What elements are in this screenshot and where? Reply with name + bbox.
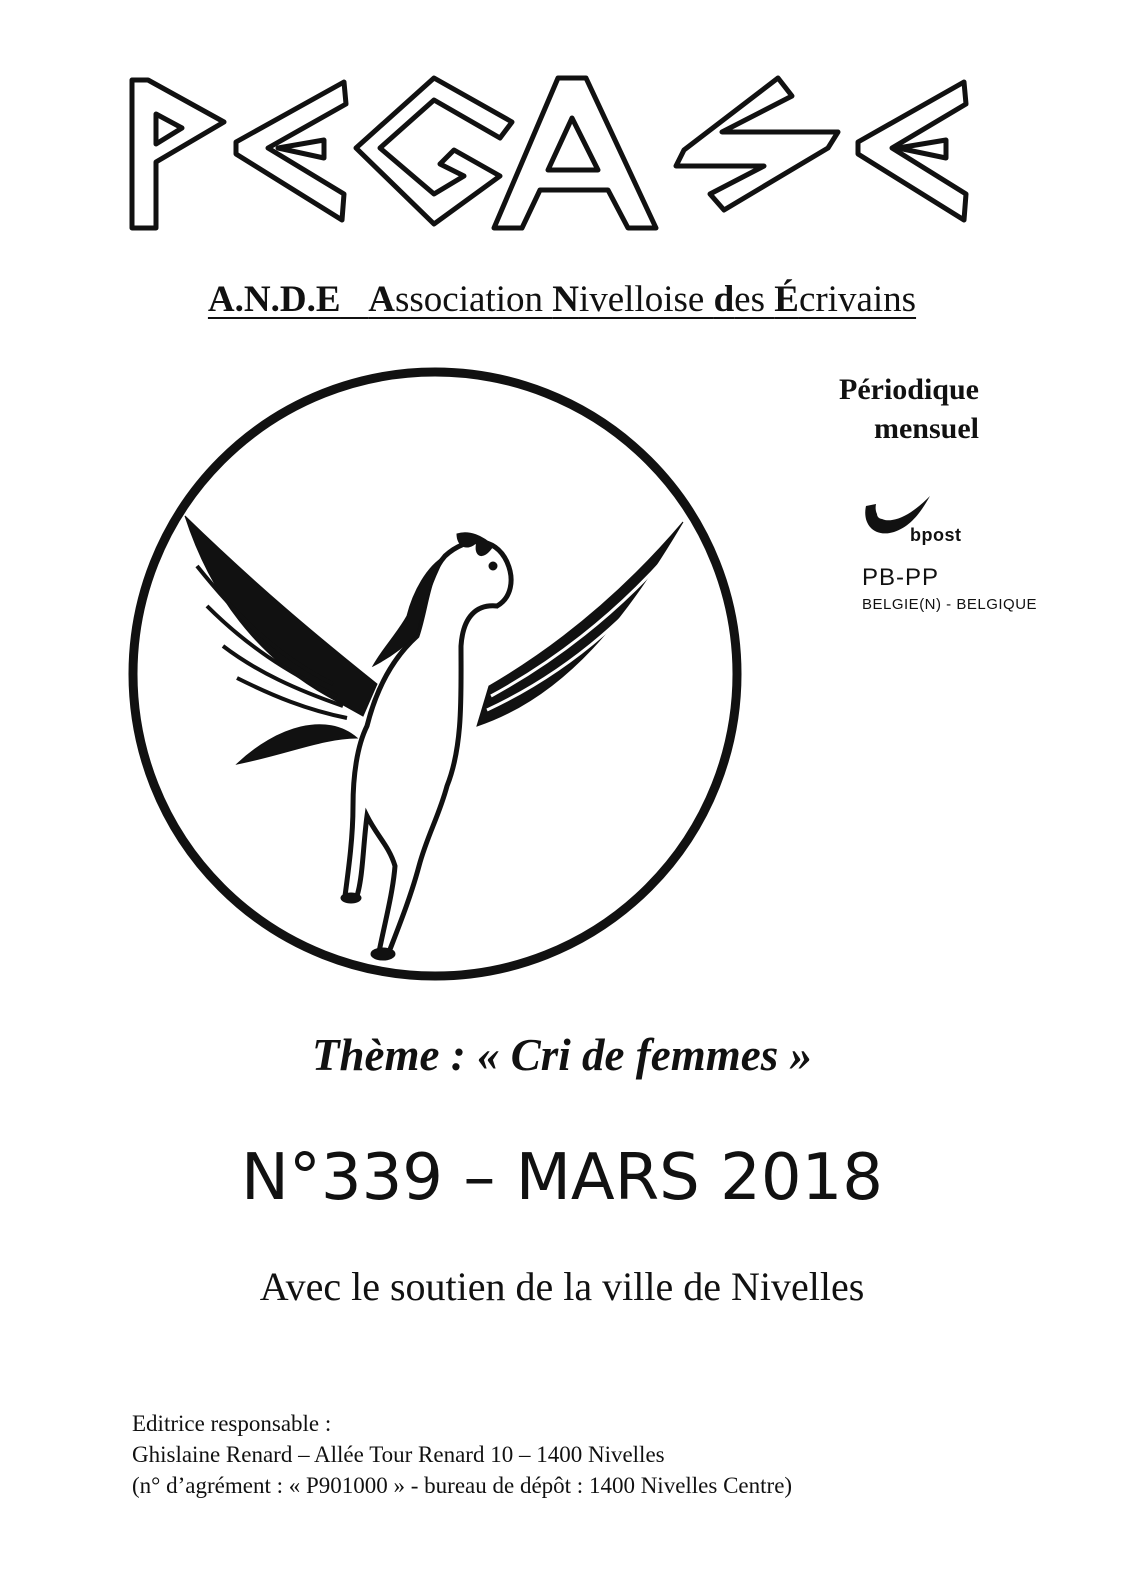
organisation-name-part: d [713, 279, 735, 320]
organisation-full-name [368, 279, 916, 320]
organisation-name-part: N [552, 279, 579, 320]
bpost-name: bpost [910, 525, 962, 545]
theme-label: Thème : [312, 1030, 466, 1080]
organisation-name-part: ssociation [395, 279, 553, 320]
organisation-name-part: ivelloise [578, 279, 714, 320]
organisation-acronym: A.N.D.E [207, 279, 341, 320]
support-line: Avec le soutien de la ville de Nivelles [259, 1264, 865, 1309]
organisation-name-part: É [774, 279, 799, 320]
postal-country: BELGIE(N) - BELGIQUE [862, 596, 1038, 613]
pegasus-emblem [127, 366, 743, 982]
editor-heading: Editrice responsable : [132, 1411, 332, 1436]
postal-code: PB-PP [862, 564, 940, 591]
issue-number: N°339 – MARS 2018 [240, 1141, 884, 1215]
organisation-name-part: es [734, 279, 775, 320]
editor-address: Ghislaine Renard – Allée Tour Renard 10 – 1400 Nivelles [132, 1442, 665, 1467]
editor-registration: (n° d’agrément : « P901000 » - bureau de dépôt : 1400 Nivelles Centre) [132, 1473, 793, 1498]
editor-block [132, 1408, 792, 1501]
postal-block [860, 492, 1060, 622]
periodicity-line-2: mensuel [874, 412, 979, 445]
organisation-name-part: A [368, 279, 395, 320]
organisation-name-part: crivains [798, 279, 917, 320]
theme-value: « Cri de femmes » [477, 1030, 812, 1080]
periodicity-line-1: Périodique [839, 373, 979, 406]
periodicity-label [839, 370, 979, 448]
issue-theme [0, 1028, 1124, 1082]
organisation-name [0, 278, 1124, 322]
pegase-logo [128, 70, 980, 240]
